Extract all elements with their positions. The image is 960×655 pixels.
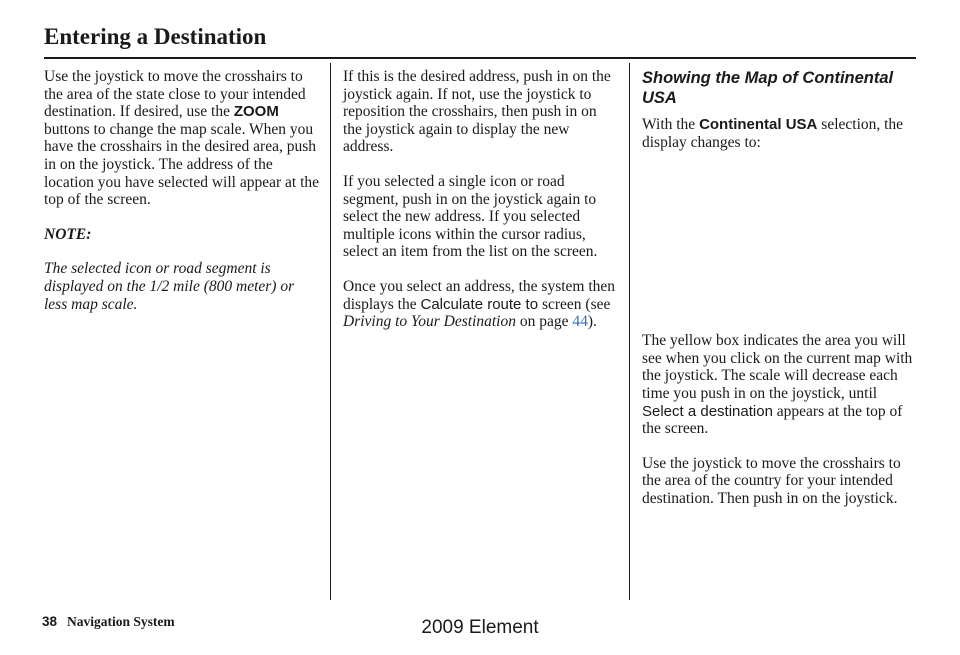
col2-text-a: Once you select an address, the system then displays the [343, 277, 616, 313]
note-heading: NOTE: [44, 225, 92, 243]
column-3 [642, 68, 918, 525]
column-1 [44, 68, 320, 330]
zoom-button-label: ZOOM [233, 103, 279, 121]
col1-text-b: buttons to change the map scale. When you have the crosshairs in the desired area, push in on the joystick. The address of the location you have selected will appear at the top of the screen. [44, 120, 320, 209]
title-rule [44, 57, 916, 59]
col3-text-b: selection, the display changes to: [642, 116, 904, 151]
cross-reference-title: Driving to Your Destination [343, 313, 516, 331]
section-heading: Showing the Map of Continental USA [642, 69, 894, 107]
page-number: 38 [42, 614, 58, 629]
select-destination-screen-name: Select a destination [642, 402, 773, 420]
col3-text-c: The yellow box indicates the area you will see when you click on the current map with the joystick. The scale will decrease each time you push in on the joystick, until [642, 332, 913, 402]
col2-text-b: screen (see [538, 295, 611, 313]
column-2-paragraph-2: If you selected a single icon or road segment, push in on the joystick again to select the new address. If you selected multiple icons within the cursor radius, select an item from the list on the screen. [343, 172, 598, 261]
column-divider-1 [330, 63, 331, 600]
footer-label: Navigation System [67, 614, 175, 629]
continental-usa-selection: Continental USA [699, 116, 818, 133]
column-1-paragraph-1 [44, 68, 320, 209]
note-body: The selected icon or road segment is displayed on the 1/2 mile (800 meter) or less map scale. [44, 260, 295, 313]
col3-text-a: With the [642, 116, 700, 133]
col2-text-c: on page [515, 313, 573, 331]
column-divider-2 [629, 63, 630, 600]
watermark: 2009 Element [421, 617, 539, 638]
col3-text-d: appears at the top of the screen. [642, 402, 903, 438]
calculate-route-screen-name: Calculate route to [420, 295, 539, 313]
col2-text-d: ). [587, 313, 597, 331]
col1-text-a: Use the joystick to move the crosshairs to the area of the state close to your intended destination. If desired, use the [44, 68, 306, 121]
column-2-paragraph-3 [343, 278, 619, 331]
map-image-placeholder [642, 168, 918, 332]
page-title: Entering a Destination [44, 24, 267, 49]
page-reference-link[interactable]: 44 [572, 313, 588, 331]
column-2 [343, 68, 619, 348]
column-2-paragraph-1: If this is the desired address, push in on the joystick again. If not, use the joystick to reposition the crosshairs, then push in on the joystick again to display the new address. [343, 68, 611, 156]
column-3-paragraph-2 [642, 332, 918, 438]
column-3-paragraph-3: Use the joystick to move the crosshairs to the area of the country for your intended destination. Then push in on the joystick. [642, 454, 901, 507]
column-3-paragraph-1 [642, 116, 918, 151]
